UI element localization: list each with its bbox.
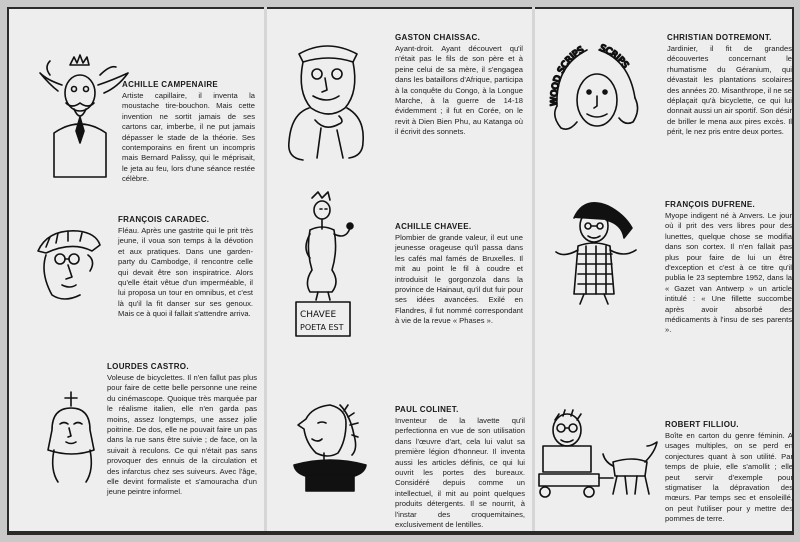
dufrene-drawing: [548, 196, 638, 306]
entry-bio: Boîte en carton du genre féminin. A usages multiples, on se perd en conjectures quant à son utilité. Par temps de pluie, elle s'amollit ; elle peut servir d'exemple pour stigmatiser la dépravation des mœurs. Par temps sec et ensoleillé, on peut l'utiliser pour y mettre des pommes de terre.: [665, 431, 793, 524]
entry-chaissac: [395, 33, 523, 138]
chaissac-drawing: [285, 38, 370, 163]
entry-name: PAUL COLINET.: [395, 405, 459, 414]
dotremont-wing-left-text: WOOD SCRIPS: [549, 45, 587, 106]
bottom-border: [7, 531, 794, 535]
fold-line-right: [532, 7, 535, 531]
castro-drawing: [40, 390, 102, 485]
entry-name: ACHILLE CAMPENAIRE: [122, 80, 219, 89]
chavee-drawing: [290, 190, 360, 340]
fold-line-left: [264, 7, 267, 531]
entry-bio: Ayant-droit. Ayant découvert qu'il n'était pas le fils de son père et à peine celui de sa mère, il s'engagea dans les bataillons d'Afrique, participa à la conquête du Congo, à la Longue Marche, à la guerre de 14-18 évidemment ; il fut en Corée, on le revit à Dien Bien Phu, au Katanga où il écrivit des sonnets.: [395, 44, 523, 137]
campenaire-drawing: [40, 45, 130, 180]
entry-caradec: [118, 215, 253, 320]
caradec-drawing: [32, 225, 104, 310]
entry-castro: [107, 362, 257, 498]
dotremont-wing-right-text: SCRIPS: [598, 43, 630, 71]
entry-name: CHRISTIAN DOTREMONT.: [667, 33, 772, 42]
entry-bio: Fléau. Après une gastrite qui le prit très jeune, il voua son temps à la dévotion et aux pratiques. Dans une garden-party du Cambodge, il rencontre celle qui devait être son inspiratrice. Alors qu'elle était vêtue d'un imperméable, il lui proposa un tour en omnibus, et c'est là qu'il la fit danser sur ses genoux. Mais ce à quoi il fallait s'attendre arriva.: [118, 226, 253, 319]
entry-colinet: [395, 405, 525, 530]
entry-chavee: [395, 222, 523, 327]
entry-bio: Jardinier, il fit de grandes découvertes concernant le rhumatisme du Géranium, qui dévastait les plantations scolaires des années 20. Misanthrope, il ne se déplaçait qu'à bicyclette, ce qui lui donnait aussi un air sportif. Son désir de briller le mena aux pires excès. Il périt, le nez pris entre deux portes.: [667, 44, 792, 137]
dotremont-drawing: [545, 40, 640, 135]
chavee-sign-line2: POETA EST: [300, 323, 344, 332]
entry-bio: Plombier de grande valeur, il eut une jeunesse orageuse qu'il passa dans les cafés mal famés de Bruxelles. Il mit au point le fil à coudre et introduisit le gorgonzola dans la province de Hainaut, qu'il dut fuir pour ses idées avancées. Exilé en Flandres, il fut nommé correspondant à vie de la revue « Phases ».: [395, 233, 523, 326]
entry-bio: Inventeur de la lavette qu'il perfectionna en vue de son utilisation dans l'œuvre d'art, cela lui valut sa première légion d'honneur. Il inventa aussi les articles définis, ce qui lui ouvrit les portes des bureaux. Considéré depuis comme un intellectuel, il mit au point quelques produits détergents. Il se nourrit, à l'instar des croquemitaines, exclusivement de lentilles.: [395, 416, 525, 530]
entry-bio: Voleuse de bicyclettes. Il n'en fallut pas plus pour faire de cette belle personne une reine du cinémascope. Quoique très marquée par le réalisme italien, elle n'en garda pas moins, assez longtemps, une assez jolie poitrine. De dos, elle ne pouvait faire un pas dans la rue sans être suivie ; de face, on la suivait à reculons. Ce qui n'était pas sans provoquer des ennuis de la circulation et des infarctus chez ses suiveurs. Avec l'âge, elle devint formaliste et s'amouracha d'un jeune peintre informel.: [107, 373, 257, 497]
chavee-sign-line1: CHAVEE: [300, 310, 337, 320]
entry-bio: Artiste capillaire, il inventa la moustache tire-bouchon. Mais cette invention ne sortit jamais de ses cartons car, imberbe, il ne put jamais dépasser le stade de la théorie. Ses contemporains en firent un incompris mais Bernard Palissy, qui le méprisait, le jeta au feu, lors d'une séance restée célèbre.: [122, 91, 255, 184]
entry-name: FRANÇOIS CARADEC.: [118, 215, 210, 224]
entry-name: GASTON CHAISSAC.: [395, 33, 481, 42]
entry-dufrene: [665, 200, 792, 336]
colinet-drawing: [290, 395, 370, 495]
filliou-drawing: [537, 402, 659, 502]
entry-dotremont: [667, 33, 792, 138]
entry-name: LOURDES CASTRO.: [107, 362, 189, 371]
entry-name: ACHILLE CHAVEE.: [395, 222, 472, 231]
entry-name: ROBERT FILLIOU.: [665, 420, 739, 429]
entry-filliou: [665, 420, 793, 525]
entry-campenaire: [122, 80, 255, 185]
entry-bio: Myope indigent né à Anvers. Le jour où il prit des vers libres pour des lunettes, quelque chose se modifia dans son cortex. Il n'en fallait pas plus pour faire de lui un être d'exception et c'est à ce titre qu'il publia le 23 septembre 1952, dans la « Gazet van Antwerp » un article intitulé : « Une fillette succombe après avoir absorbé des médicaments à l'insu de ses parents ».: [665, 211, 792, 335]
entry-name: FRANÇOIS DUFRENE.: [665, 200, 755, 209]
